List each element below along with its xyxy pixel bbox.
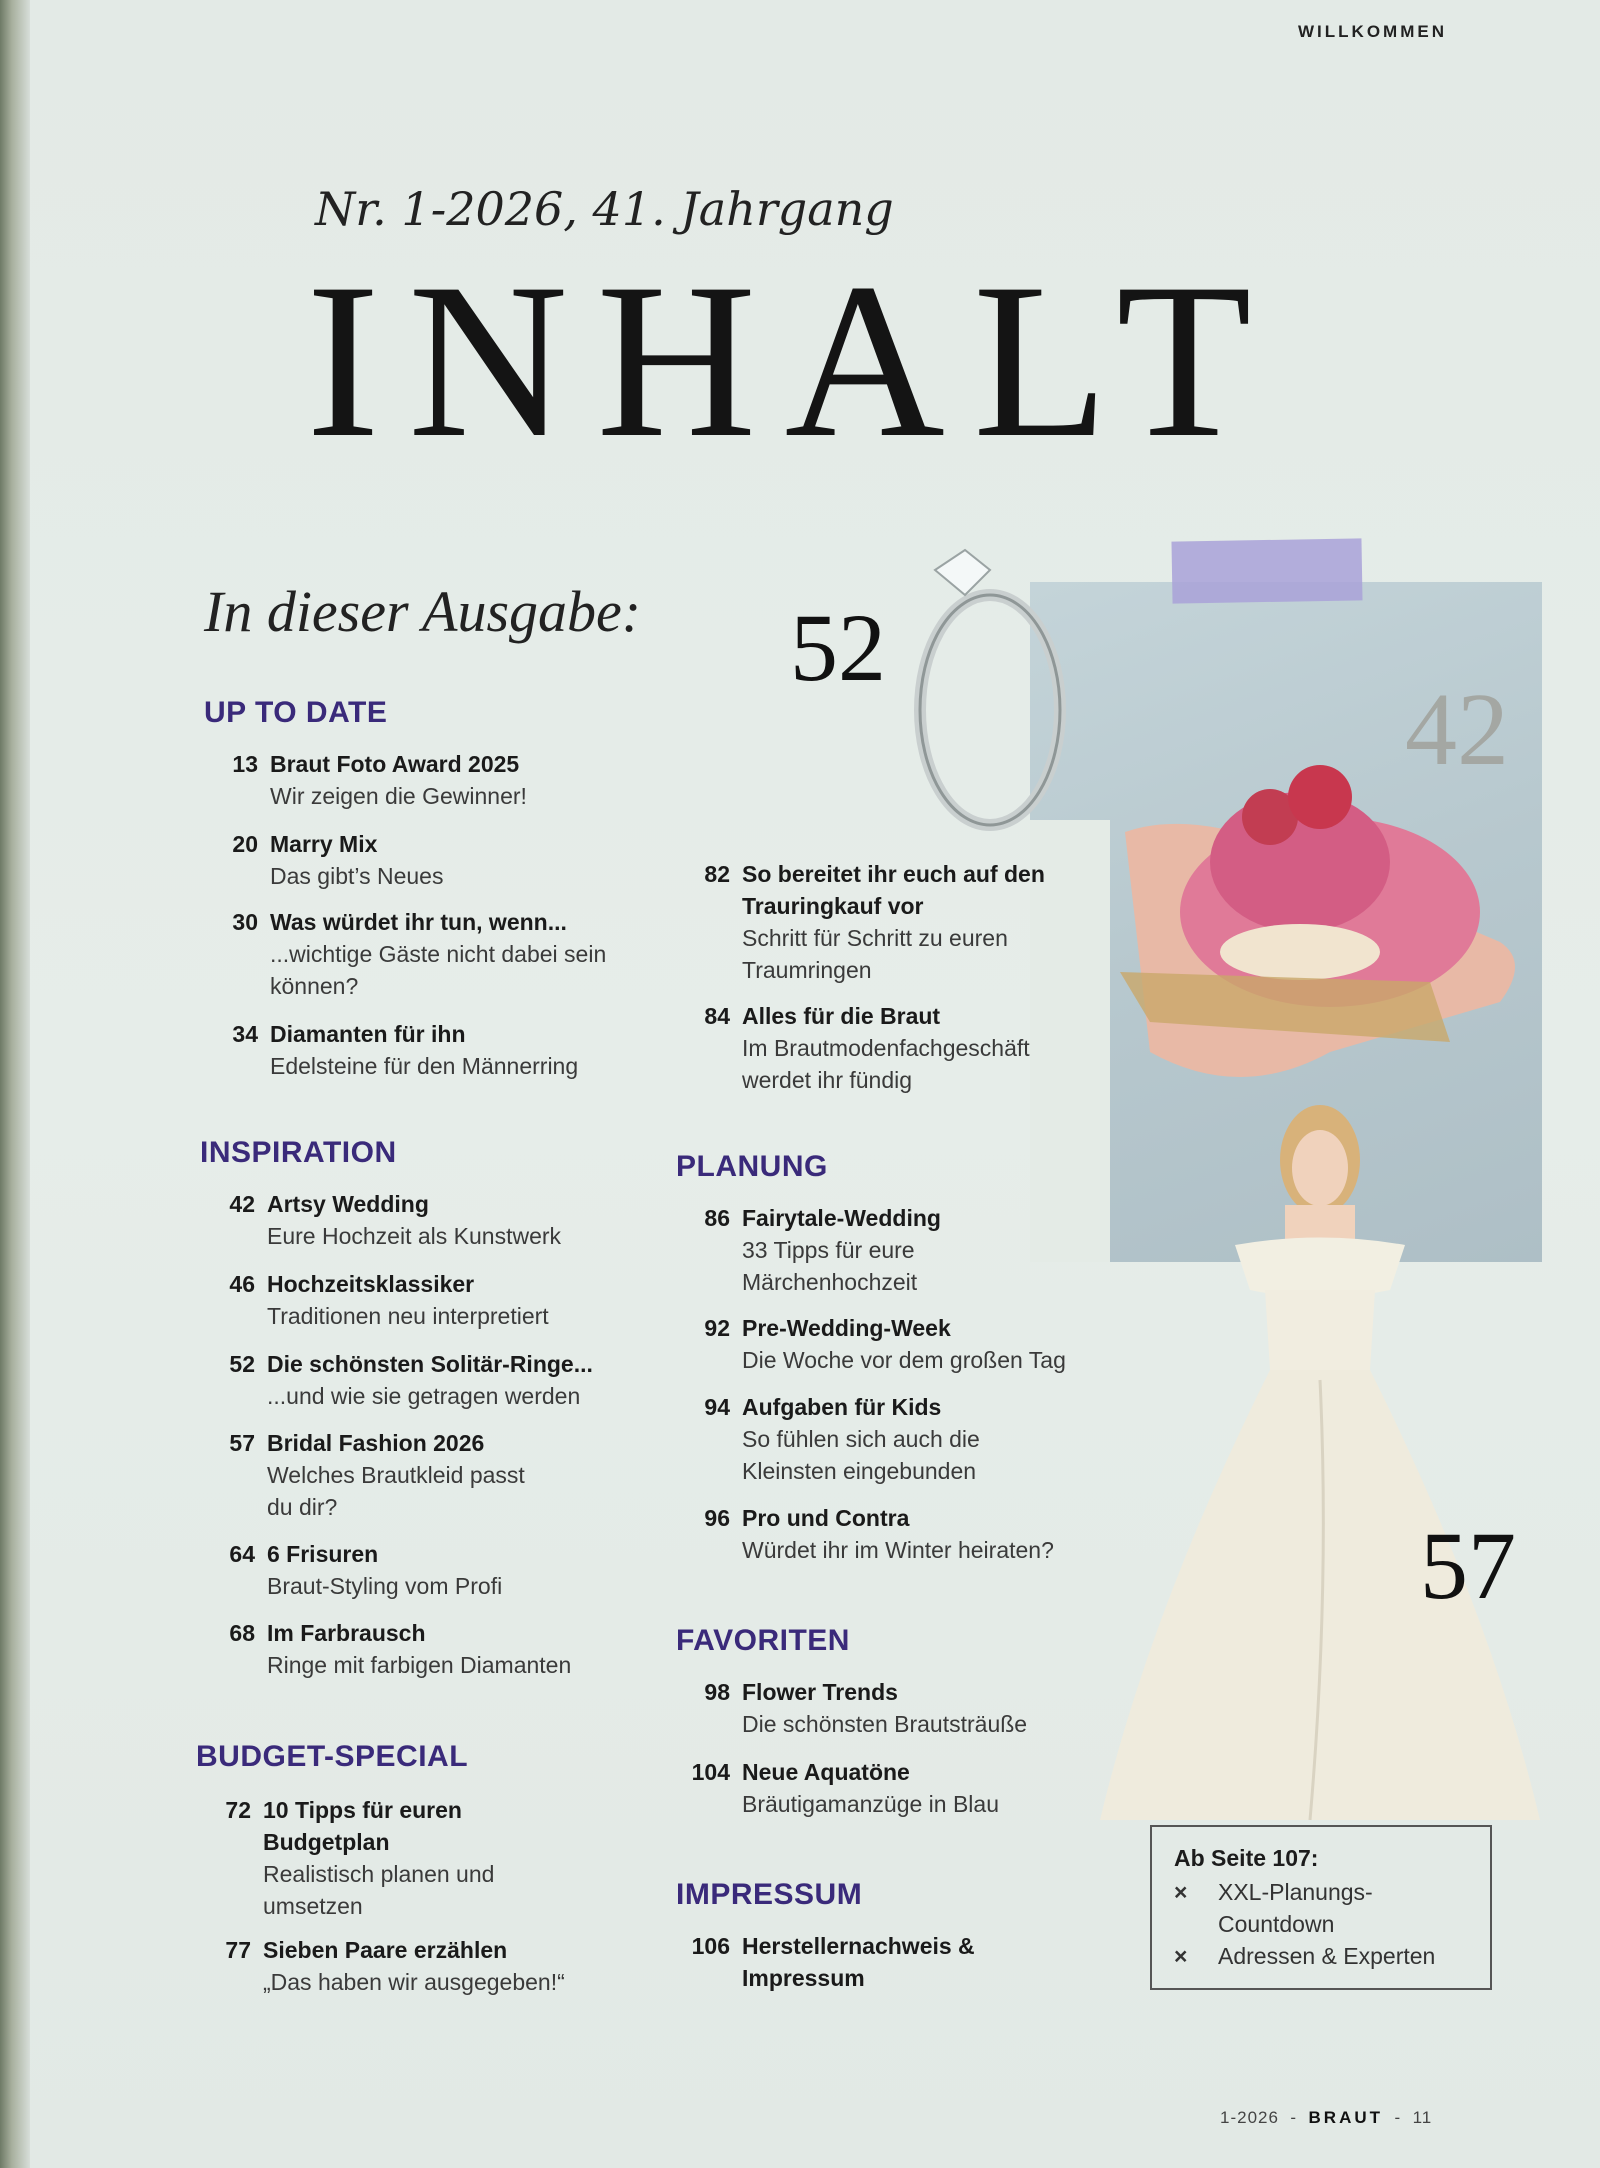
toc-desc: Wir zeigen die Gewinner! <box>270 783 527 809</box>
footer-page-number: 11 <box>1412 2108 1433 2127</box>
ring-page-number: 52 <box>790 594 886 701</box>
toc-title: 10 Tipps für euren Budgetplan <box>263 1797 462 1855</box>
toc-title: 6 Frisuren <box>267 1541 379 1567</box>
callout-heading: Ab Seite 107: <box>1174 1845 1319 1871</box>
toc-title: Pro und Contra <box>742 1505 910 1531</box>
toc-title: Herstellernachweis & Impressum <box>742 1933 975 1991</box>
toc-title: Sieben Paare erzählen <box>263 1937 508 1963</box>
cross-icon: × <box>1174 1879 1188 1905</box>
toc-desc: Schritt für Schritt zu euren Traumringen <box>742 925 1008 983</box>
page-spine <box>0 0 30 2168</box>
toc-title: Artsy Wedding <box>267 1191 429 1217</box>
toc-desc: Welches Brautkleid passt du dir? <box>267 1462 525 1520</box>
toc-page: 64 <box>229 1541 255 1567</box>
toc-title: Neue Aquatöne <box>742 1759 910 1785</box>
toc-page: 13 <box>232 751 258 777</box>
cross-icon: × <box>1174 1943 1188 1969</box>
toc-page: 42 <box>229 1191 255 1217</box>
toc-page: 92 <box>704 1315 730 1341</box>
toc-title: Was würdet ihr tun, wenn... <box>270 909 567 935</box>
toc-page: 34 <box>232 1021 258 1047</box>
callout-item-label: XXL-Planungs-Countdown <box>1218 1879 1373 1937</box>
toc-desc: Ringe mit farbigen Diamanten <box>267 1652 572 1678</box>
toc-page: 84 <box>704 1003 730 1029</box>
toc-title: Diamanten für ihn <box>270 1021 466 1047</box>
page-footer <box>1220 2108 1432 2128</box>
toc-page: 57 <box>229 1430 255 1456</box>
callout-item <box>1174 1876 1468 1940</box>
toc-desc: ...und wie sie getragen werden <box>267 1383 581 1409</box>
issue-line: Nr. 1-2026, 41. Jahrgang <box>315 182 894 236</box>
toc-page: 20 <box>232 831 258 857</box>
toc-title: Flower Trends <box>742 1679 898 1705</box>
toc-desc: Edelsteine für den Männerring <box>270 1053 579 1079</box>
section-heading-planung: PLANUNG <box>676 1150 828 1183</box>
footer-separator: - <box>1394 2108 1402 2127</box>
toc-desc: Braut-Styling vom Profi <box>267 1573 503 1599</box>
toc-desc: So fühlen sich auch die Kleinsten eingebunden <box>742 1426 980 1484</box>
toc-page: 52 <box>229 1351 255 1377</box>
toc-page: 77 <box>225 1937 251 1963</box>
toc-page: 106 <box>691 1933 730 1959</box>
washi-tape <box>1171 538 1362 603</box>
bride-figure <box>1070 1090 1570 1830</box>
toc-page: 46 <box>229 1271 255 1297</box>
footer-issue: 1-2026 <box>1220 2108 1279 2127</box>
toc-desc: Bräutigamanzüge in Blau <box>742 1791 999 1817</box>
footer-separator: - <box>1290 2108 1298 2127</box>
toc-desc: Realistisch planen und umsetzen <box>263 1861 495 1919</box>
page-title: INHALT <box>306 238 1280 484</box>
section-tag: WILLKOMMEN <box>1298 22 1447 41</box>
toc-page: 96 <box>704 1505 730 1531</box>
callout-box <box>1150 1825 1492 1990</box>
toc-title: Die schönsten Solitär-Ringe... <box>267 1351 593 1377</box>
toc-title: Pre-Wedding-Week <box>742 1315 951 1341</box>
toc-desc: Würdet ihr im Winter heiraten? <box>742 1537 1054 1563</box>
footer-brand: BRAUT <box>1308 2108 1384 2127</box>
toc-title: Marry Mix <box>270 831 378 857</box>
section-heading-favoriten: FAVORITEN <box>676 1624 850 1657</box>
toc-desc: Das gibt’s Neues <box>270 863 444 889</box>
callout-item <box>1174 1940 1468 1972</box>
toc-title: Fairytale-Wedding <box>742 1205 941 1231</box>
toc-title: Alles für die Braut <box>742 1003 941 1029</box>
toc-desc: Eure Hochzeit als Kunstwerk <box>267 1223 562 1249</box>
toc-page: 68 <box>229 1620 255 1646</box>
toc-desc: Im Brautmodenfachgeschäft werdet ihr fündig <box>742 1035 1030 1093</box>
toc-page: 72 <box>225 1797 251 1823</box>
toc-title: Im Farbrausch <box>267 1620 426 1646</box>
toc-title: Hochzeitsklassiker <box>267 1271 475 1297</box>
section-heading-budget: BUDGET-SPECIAL <box>196 1740 469 1773</box>
callout-item-label: Adressen & Experten <box>1218 1943 1436 1969</box>
toc-desc: 33 Tipps für eure Märchenhochzeit <box>742 1237 918 1295</box>
ring-icon <box>880 540 1080 840</box>
toc-page: 86 <box>704 1205 730 1231</box>
dessert-page-number: 42 <box>1405 672 1509 787</box>
toc-page: 82 <box>704 861 730 887</box>
subtitle: In dieser Ausgabe: <box>204 579 642 644</box>
toc-page: 30 <box>232 909 258 935</box>
toc-page: 94 <box>704 1394 730 1420</box>
toc-desc: Die schönsten Brautsträuße <box>742 1711 1028 1737</box>
dress-page-number: 57 <box>1420 1512 1516 1619</box>
toc-desc: ...wichtige Gäste nicht dabei sein können? <box>270 941 607 999</box>
section-heading-inspiration: INSPIRATION <box>200 1136 397 1169</box>
toc-title: So bereitet ihr euch auf den Trauringkauf vor <box>742 861 1045 919</box>
toc-desc: Die Woche vor dem großen Tag <box>742 1347 1066 1373</box>
toc-page: 98 <box>704 1679 730 1705</box>
toc-title: Bridal Fashion 2026 <box>267 1430 485 1456</box>
section-heading-up-to-date: UP TO DATE <box>204 696 388 729</box>
toc-desc: Traditionen neu interpretiert <box>267 1303 549 1329</box>
toc-title: Aufgaben für Kids <box>742 1394 942 1420</box>
toc-desc: „Das haben wir ausgegeben!“ <box>263 1969 565 1995</box>
toc-title: Braut Foto Award 2025 <box>270 751 520 777</box>
section-heading-impressum: IMPRESSUM <box>676 1878 863 1911</box>
toc-page: 104 <box>691 1759 730 1785</box>
